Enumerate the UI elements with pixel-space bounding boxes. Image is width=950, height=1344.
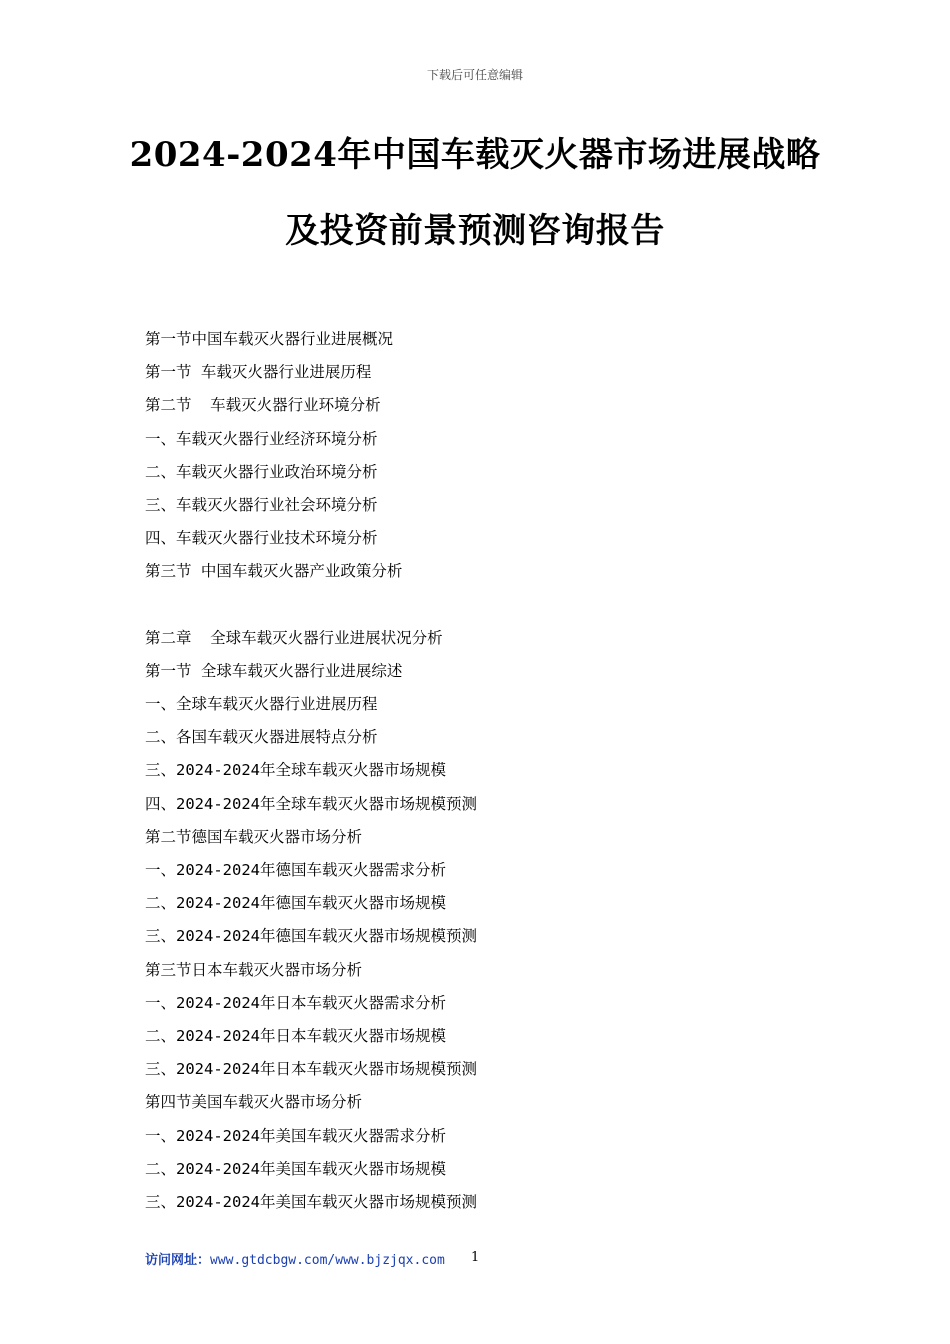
page-number: 1	[471, 1250, 480, 1265]
toc-entry: 一、2024-2024年日本车载灭火器需求分析	[145, 993, 446, 1012]
toc-entry: 一、2024-2024年美国车载灭火器需求分析	[145, 1126, 446, 1145]
toc-entry: 二、2024-2024年美国车载灭火器市场规模	[145, 1159, 446, 1178]
toc-entry: 三、2024-2024年美国车载灭火器市场规模预测	[145, 1192, 477, 1211]
table-of-contents	[145, 325, 845, 1221]
toc-entry: 第四节美国车载灭火器市场分析	[145, 1093, 363, 1112]
toc-entry: 一、2024-2024年德国车载灭火器需求分析	[145, 861, 446, 879]
toc-entry: 二、2024-2024年德国车载灭火器市场规模	[145, 894, 446, 913]
toc-entry: 第一节 全球车载灭火器行业进展综述	[145, 661, 403, 680]
toc-entry: 一、全球车载灭火器行业进展历程	[145, 695, 378, 714]
toc-entry: 一、车载灭火器行业经济环境分析	[145, 429, 378, 448]
toc-group-1	[145, 325, 845, 591]
toc-spacer	[145, 591, 845, 624]
document-title-line-2: 及投资前景预测咨询报告	[285, 211, 665, 251]
document-title-line-1: 2024-2024年中国车载灭火器市场进展战略	[129, 135, 821, 175]
toc-entry: 三、车载灭火器行业社会环境分析	[145, 495, 378, 514]
toc-entry: 二、车载灭火器行业政治环境分析	[145, 462, 378, 481]
toc-entry: 第二节 车载灭火器行业环境分析	[145, 396, 381, 415]
toc-entry: 二、2024-2024年日本车载灭火器市场规模	[145, 1026, 446, 1045]
toc-entry: 第二章 全球车载灭火器行业进展状况分析	[145, 628, 443, 647]
toc-entry: 二、各国车载灭火器进展特点分析	[145, 728, 378, 747]
toc-entry: 第二节德国车载灭火器市场分析	[145, 827, 363, 846]
toc-entry: 三、2024-2024年全球车载灭火器市场规模	[145, 761, 446, 780]
footer-website	[145, 1249, 445, 1268]
toc-entry: 三、2024-2024年德国车载灭火器市场规模预测	[145, 927, 477, 946]
toc-entry: 三、2024-2024年日本车载灭火器市场规模预测	[145, 1060, 477, 1079]
toc-entry: 第一节中国车载灭火器行业进展概况	[145, 330, 394, 348]
toc-entry: 第一节 车载灭火器行业进展历程	[145, 363, 372, 382]
page-header-note: 下载后可任意编辑	[426, 68, 523, 82]
footer-url-link[interactable]: www.gtdcbgw.com/www.bjzjqx.com	[210, 1253, 445, 1268]
toc-entry: 第三节日本车载灭火器市场分析	[145, 960, 363, 979]
footer-label: 访问网址：	[145, 1253, 211, 1268]
toc-entry: 第三节 中国车载灭火器产业政策分析	[145, 562, 403, 581]
toc-group-2	[145, 624, 845, 1221]
toc-entry: 四、车载灭火器行业技术环境分析	[145, 529, 378, 548]
toc-entry: 四、2024-2024年全球车载灭火器市场规模预测	[145, 794, 477, 813]
